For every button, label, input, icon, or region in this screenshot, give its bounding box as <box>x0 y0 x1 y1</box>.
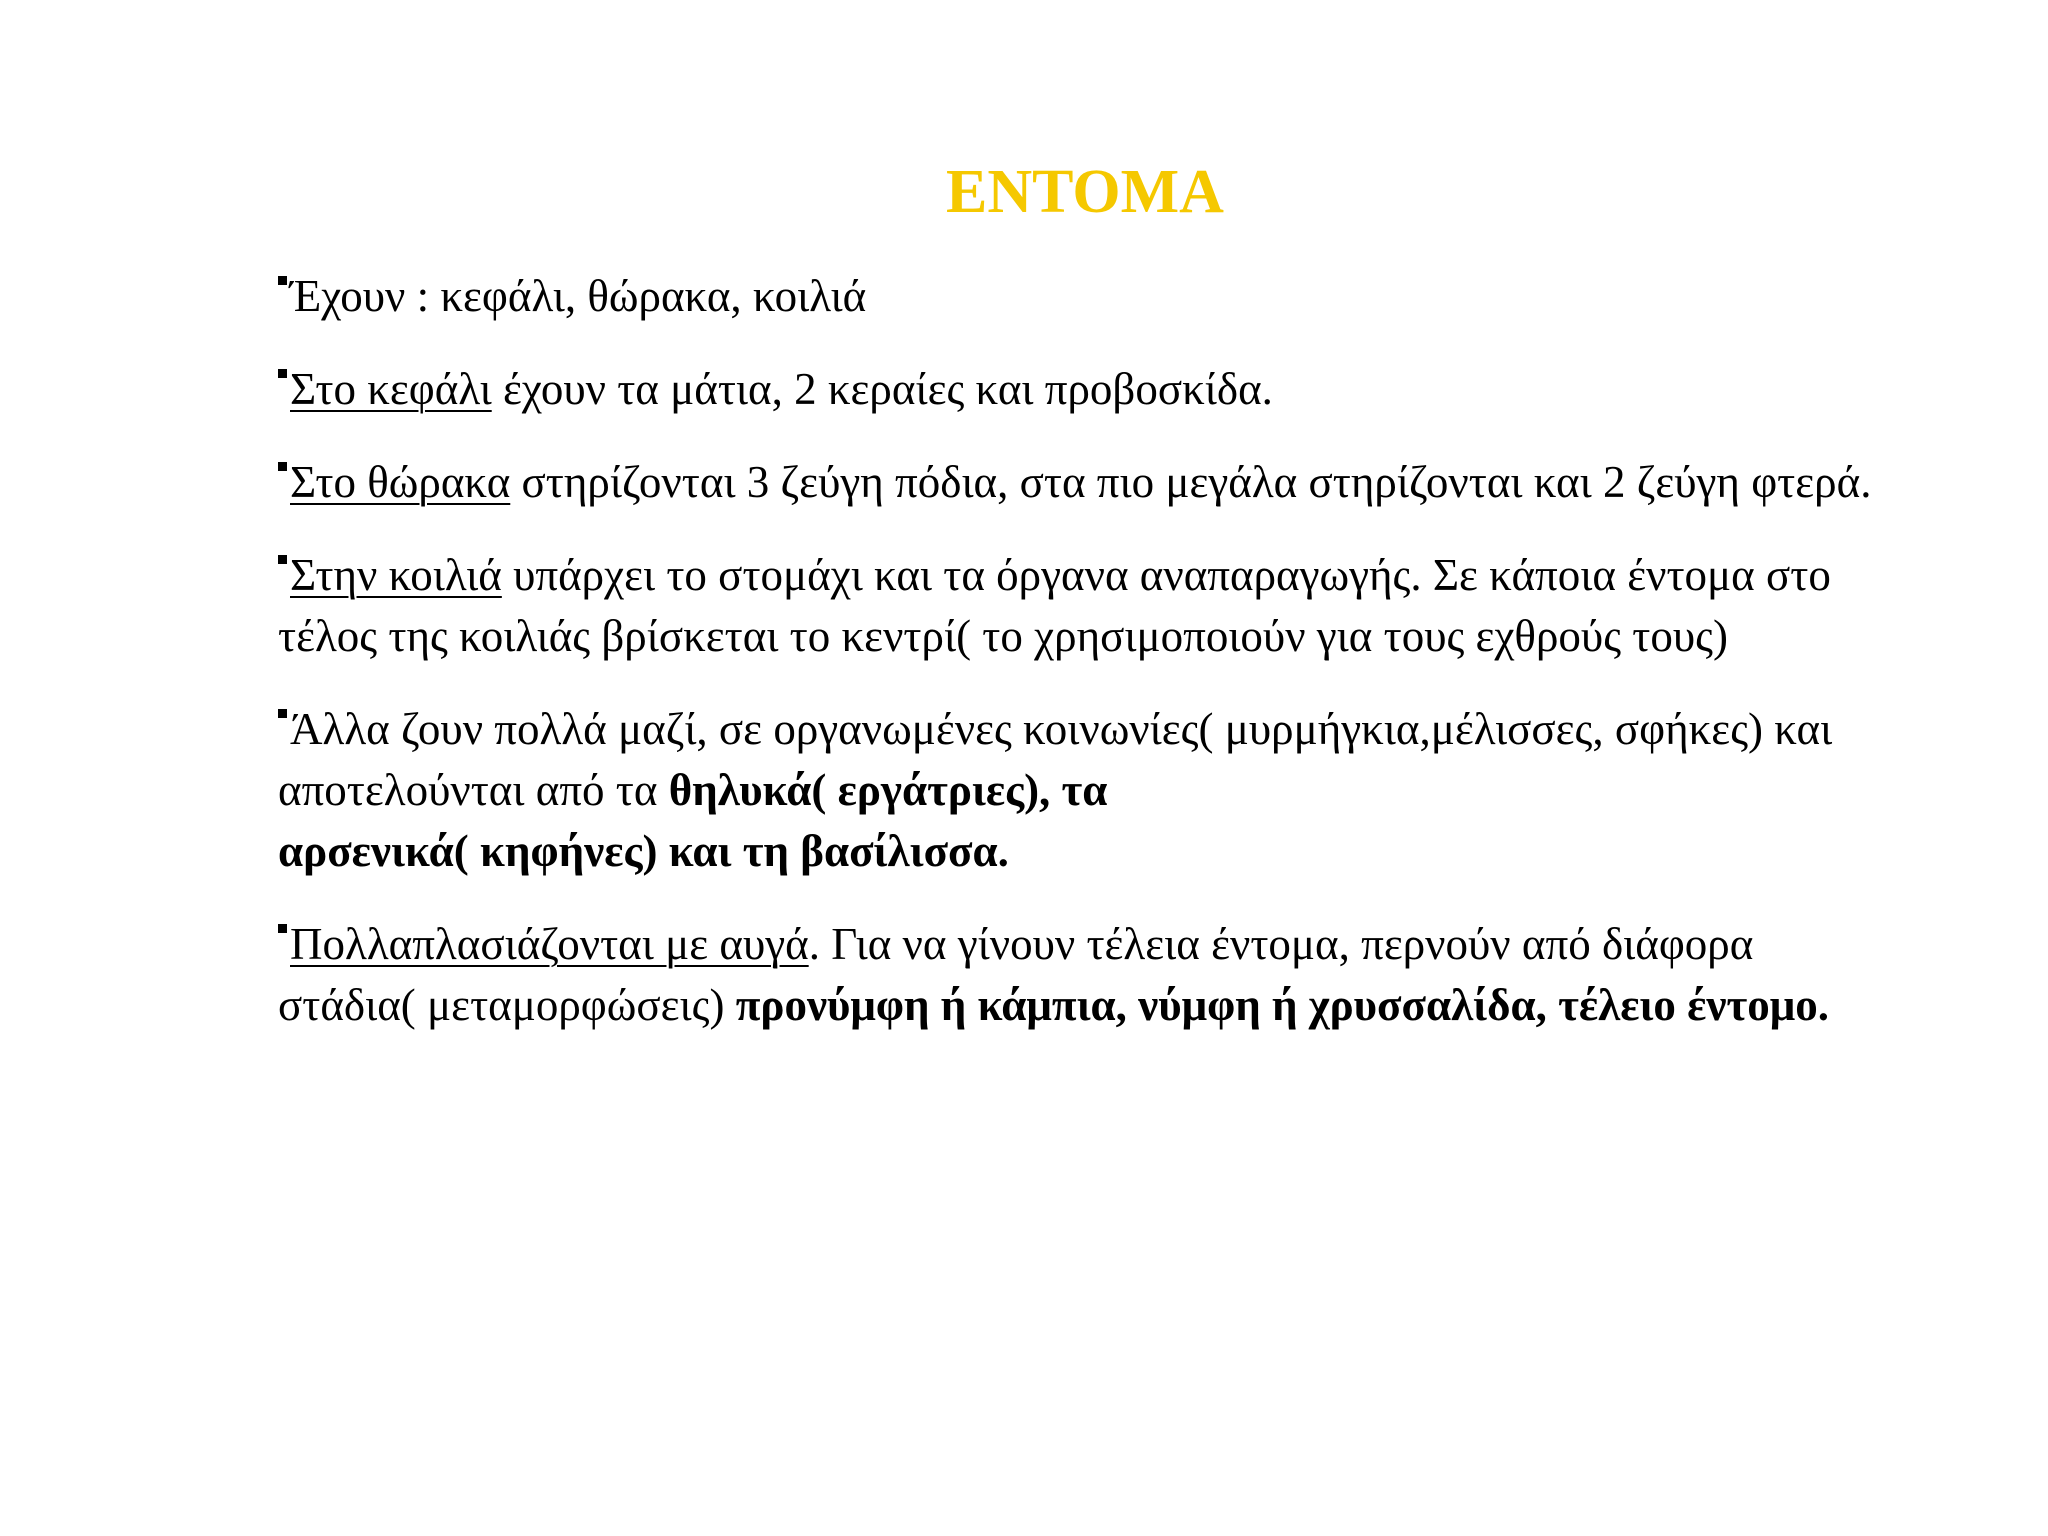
bullet-text: . Για να γίνουν τέλεια έντομα, περνούν από διάφορα στάδια( μεταμορφώσεις) <box>278 919 1754 1030</box>
bullet-list <box>278 266 1898 1068</box>
bullet-item <box>278 914 1898 1036</box>
underlined-text: Στην κοιλιά <box>290 550 502 600</box>
square-bullet-icon <box>278 369 287 378</box>
bullet-item <box>278 266 1898 327</box>
underlined-text: Στο κεφάλι <box>290 364 492 414</box>
bullet-text: Άλλα ζουν πολλά μαζί, σε οργανωμένες κοινωνίες( μυρμήγκια,μέλισσες, σφήκες) και αποτελούνται από τα <box>278 704 1833 815</box>
bullet-text: έχουν τα μάτια, 2 κεραίες και προβοσκίδα. <box>491 364 1273 414</box>
bullet-item <box>278 359 1898 420</box>
bullet-text: υπάρχει το στομάχι και τα όργανα αναπαραγωγής. Σε κάποια έντομα στο τέλος της κοιλιάς βρίσκεται το κεντρί( το χρησιμοποιούν για τους εχθρούς τους) <box>278 550 1831 661</box>
square-bullet-icon <box>278 924 287 933</box>
square-bullet-icon <box>278 709 287 718</box>
bold-text: προνύμφη ή κάμπια, νύμφη ή χρυσσαλίδα, τέλειο έντομο. <box>735 980 1829 1030</box>
bullet-item <box>278 699 1898 882</box>
bullet-item <box>278 452 1898 513</box>
square-bullet-icon <box>278 555 287 564</box>
square-bullet-icon <box>278 462 287 471</box>
bullet-item <box>278 545 1898 667</box>
underlined-text: Στο θώρακα <box>290 457 511 507</box>
bullet-text: Έχουν : κεφάλι, θώρακα, κοιλιά <box>290 271 867 321</box>
underlined-text: Πολλαπλασιάζονται με αυγά <box>290 919 809 969</box>
bold-text: αρσενικά( κηφήνες) και τη βασίλισσα. <box>278 826 1009 876</box>
square-bullet-icon <box>278 276 287 285</box>
bold-text: θηλυκά( εργάτριες), τα <box>668 765 1108 815</box>
bullet-text: στηρίζονται 3 ζεύγη πόδια, στα πιο μεγάλα στηρίζονται και 2 ζεύγη φτερά. <box>510 457 1872 507</box>
slide-title: ΕΝΤΟΜΑ <box>946 158 1224 226</box>
